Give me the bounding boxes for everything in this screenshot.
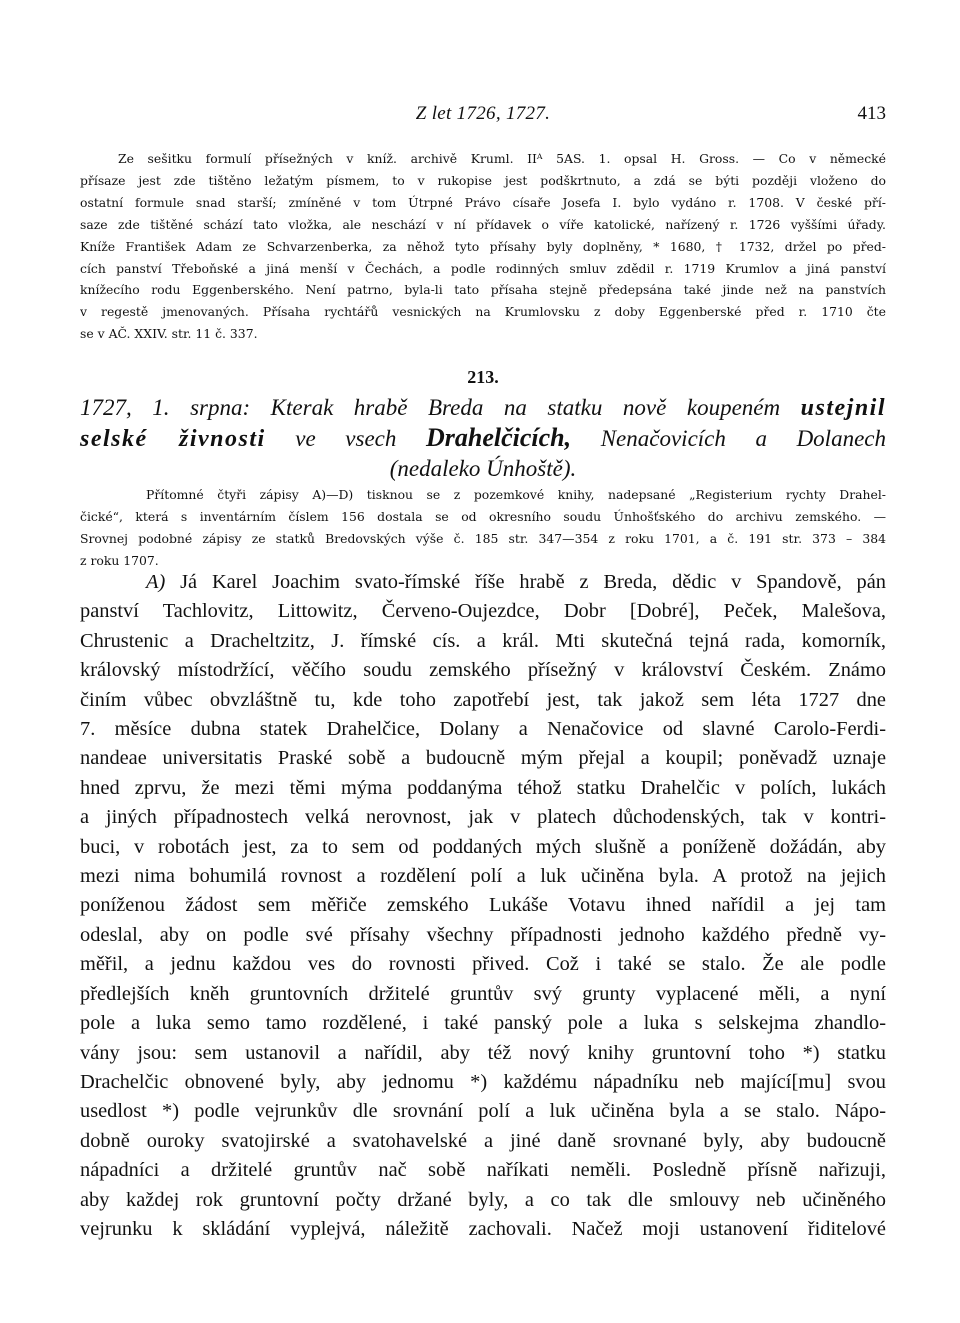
body-line: buci, v robotách jest, za to sem od poddaných mých slušně a poníženě dožádán, aby xyxy=(80,835,886,858)
body-line: usedlost *) podle vejrunkův dle srovnání polí a luk učiněna byla a se stalo. Nápo- xyxy=(80,1100,886,1123)
body-line: aby každej rok gruntovní počty držané byly, a co tak dle smlouvy neb učiněného xyxy=(80,1188,886,1211)
body-line: panství Tachlovitz, Littowitz, Červeno-Oujezdce, Dobr [Dobré], Peček, Malešova, xyxy=(80,600,886,623)
body-line: mezi nima bohumilá rovnost a rozdělení polí a luk učiněna byla. A protož na jejich xyxy=(80,865,886,888)
body-line: Drachelčic obnovené byly, aby jednomu *) každému nápadníku neb mající[mu] svou xyxy=(80,1070,886,1093)
title-text: ve vsech xyxy=(295,426,397,451)
editorial-note xyxy=(80,148,886,345)
body-line: vány jsou: sem ustanovil a nařídil, aby též nový knihy gruntovní toho *) statku xyxy=(80,1041,886,1064)
note-line: v regestě jmenovaných. Přísaha rychtářů vesnických na Krumlovsku z doby Eggenberské před r. 1710 čte xyxy=(80,304,886,320)
title-place-name: Drahelčicích, xyxy=(425,423,572,452)
body-line: a jiných případnostech velká nerovnost, jak v platech důchodenských, tak v kontri- xyxy=(80,806,886,829)
page-number: 413 xyxy=(857,103,886,124)
body-line: nandeae universitatis Praské sobě a budoucně mým přejal a koupil; poněvadž uznaje xyxy=(80,747,886,770)
body-line: 7. měsíce dubna statek Drahelčice, Dolany a Nenačovice od slavné Carolo-Ferdi- xyxy=(80,718,886,741)
body-text: Já Karel Joachim svato-římské říše hrabě z Breda, dědic v Spandově, pán xyxy=(180,571,886,593)
body-line: dobně ouroky svatojirské a svatohavelské a jiné daně srovnané byly, aby budoucně xyxy=(80,1129,886,1152)
title-line-2 xyxy=(80,423,886,454)
note-line: Ze sešitku formulí přísežných v kníž. archivě Kruml. IIᴬ 5AS. 1. opsal H. Gross. — Co v německé xyxy=(118,151,886,166)
document-number: 213. xyxy=(467,367,499,387)
body-line: měřil, a jednu každou ves do rovnosti přived. Což i také se stalo. Že ale podle xyxy=(80,953,886,976)
running-title: Z let 1726, 1727. xyxy=(415,103,551,124)
document-body xyxy=(80,568,886,1244)
title-emphasis: ustejnil xyxy=(800,395,887,421)
intro-line: z roku 1707. xyxy=(80,552,159,568)
intro-line: Srovnej podobné zápisy ze statků Bredovských výše č. 185 str. 347—354 z roku 1701, a č. 191 str. 373 – 384 xyxy=(80,530,886,546)
title-text: Nenačovicích a Dolanech xyxy=(600,426,886,451)
body-line: pole a luka semo tamo rozdělené, i také panský pole a luka s selskejma zhandlo- xyxy=(80,1012,886,1035)
document-title xyxy=(80,393,886,484)
body-line: Chrustenic a Dracheltzitz, J. římské cís. a král. Mti skutečná tejná rada, komorník, xyxy=(80,629,886,652)
note-line: knížecího rodu Eggenberského. Není patrno, byla-li tato přísaha stejně předepsána také jinde než na panstvích xyxy=(80,282,886,298)
note-line: saze zde tištěné schází tato vložka, ale neschází v ní přídavek o víře katolické, nařízený r. 1726 vyššími úřady. xyxy=(80,216,886,232)
body-line: královský místodržící, věčího soudu zemského přísežný v království Českém. Známo xyxy=(80,659,886,682)
title-line-3: (nedaleko Únhoště). xyxy=(389,456,577,481)
section-marker: A) xyxy=(146,571,166,593)
note-line: ostatní formule snad starší; zmíněné v tom Útrpné Právo císaře Josefa I. bylo vydáno r. 1708. V české pří- xyxy=(80,194,886,210)
title-text: 1727, 1. srpna: Kterak hrabě Breda na statku nově koupeném xyxy=(80,395,781,420)
body-line: vejrunku k skládání vyplejvá, náležitě zachovali. Načež moji ustanovení řiditelové xyxy=(80,1217,886,1240)
body-line: odeslal, aby on podle své přísahy všechny případnosti jednoho každého předně vy- xyxy=(80,923,886,946)
body-line: nápadníci a držitelé gruntův nač sobě naříkati neměli. Posledně přísně nařizuji, xyxy=(80,1159,886,1182)
note-line: se v AČ. XXIV. str. 11 č. 337. xyxy=(80,326,258,342)
body-line: činím vůbec obvzláštně tu, kde toho zapotřebí jest, tak jakož sem léta 1727 dne xyxy=(80,688,886,711)
note-line: přísaze jest zde tištěno ležatým písmem, to v rukopise jest podškrtnuto, a zdá se býti později vloženo do xyxy=(80,172,886,188)
running-header xyxy=(80,103,886,129)
intro-line: Přítomné čtyři zápisy A)—D) tisknou se z pozemkové knihy, nadepsané „Registerium rychty Drahel- xyxy=(146,487,886,502)
title-emphasis: selské živnosti xyxy=(80,426,266,452)
note-line: cích panství Třeboňské a jiná menší v Čechách, a podle rodinných smluv zdědil r. 1719 Krumlov a jiná panství xyxy=(80,260,886,276)
intro-line: čické“, která s inventárním číslem 156 dostala se od okresního soudu Únhošťského do archivu zemského. — xyxy=(80,508,886,524)
body-line: hned zprvu, že mezi těmi mýma poddanýma téhož statku Drahelčic v polích, lukách xyxy=(80,776,886,799)
body-line: předlejších kněh gruntovních držitelé gruntův svý grunty vyplacené měli, a nyní xyxy=(80,982,886,1005)
note-line: Kníže František Adam ze Schvarzenberka, za něhož tyto přísahy byly doplněny, * 1680, † 1732, držel po před- xyxy=(80,238,886,254)
body-line xyxy=(80,568,886,597)
title-line-1 xyxy=(80,393,886,423)
body-line: poníženou žádost sem měřiče zemského Lukáše Votavu ihned nařídil a jej tam xyxy=(80,894,886,917)
document-intro xyxy=(80,484,886,572)
